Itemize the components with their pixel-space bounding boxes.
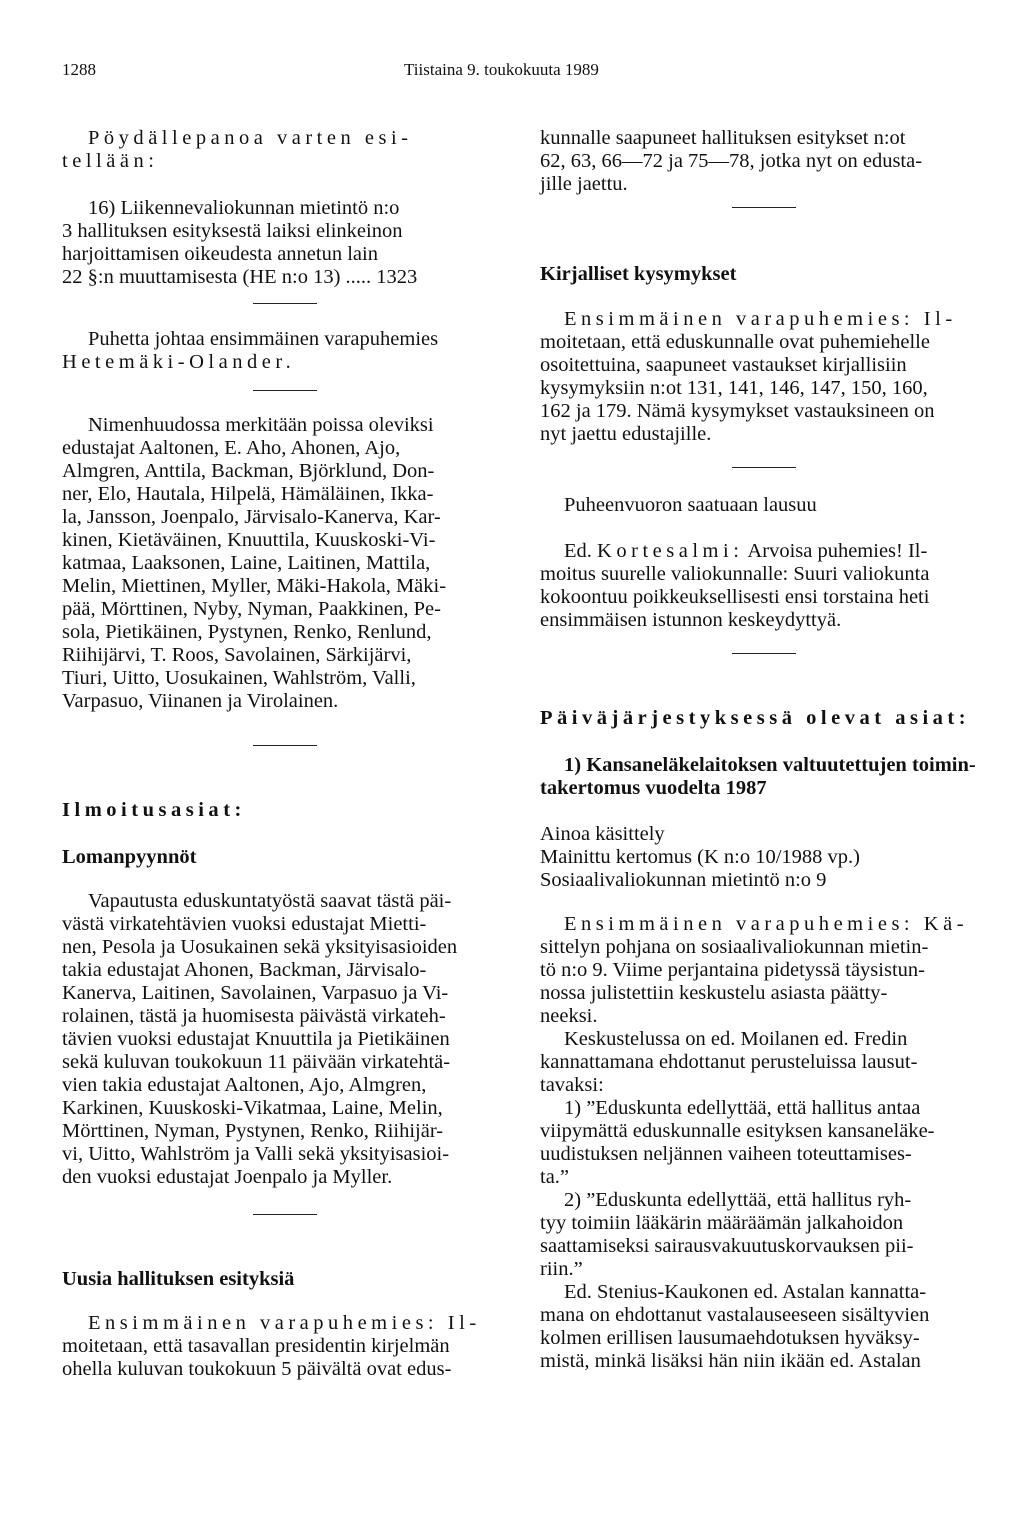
kortesalmi-paragraph: ensimmäisen istunnon keskeydyttyä. xyxy=(540,609,842,631)
leave-paragraph: sekä kuluvan toukokuun 11 päivään virkatehtä- xyxy=(62,1051,451,1073)
heading-paivajarjestys: Päiväjärjestyksessä olevat asiat: xyxy=(540,707,971,729)
agenda-item-1-title: 1) Kansaneläkelaitoksen valtuutettujen toimin- xyxy=(564,754,976,776)
agenda-item-1-body: neeksi. xyxy=(540,1005,598,1027)
section-divider xyxy=(253,745,317,746)
agenda-item-16: 16) Liikennevaliokunnan mietintö n:o xyxy=(88,197,400,219)
section-lead: tellään: xyxy=(62,150,159,172)
section-lead: Pöydällepanoa varten esi- xyxy=(88,127,413,149)
rollcall-paragraph: Melin, Miettinen, Myller, Mäki-Hakola, Mäki- xyxy=(62,575,447,597)
heading-kirjalliset-kysymykset: Kirjalliset kysymykset xyxy=(540,263,737,285)
heading-lomanpyynnot: Lomanpyynnöt xyxy=(62,846,197,868)
rollcall-paragraph: edustajat Aaltonen, E. Aho, Ahonen, Ajo, xyxy=(62,437,401,459)
agenda-item-16: harjoittamisen oikeudesta annetun lain xyxy=(62,243,378,265)
new-bills-paragraph: Ensimmäinen varapuhemies: Il- xyxy=(88,1312,481,1334)
kortesalmi-paragraph xyxy=(564,541,927,562)
rollcall-paragraph: la, Jansson, Joenpalo, Järvisalo-Kanerva, Kar- xyxy=(62,506,441,528)
agenda-item-1-meta: Sosiaalivaliokunnan mietintö n:o 9 xyxy=(540,869,827,891)
rollcall-paragraph: Tiuri, Uitto, Uosukainen, Wahlström, Valli, xyxy=(62,667,416,689)
leave-paragraph: nen, Pesola ja Uosukainen sekä yksityisasioiden xyxy=(62,936,458,958)
agenda-item-1-body: Keskustelussa on ed. Moilanen ed. Fredin xyxy=(564,1028,908,1050)
agenda-item-1-body: nossa julistettiin keskustelu asiasta päätty- xyxy=(540,982,888,1004)
leave-paragraph: Mörttinen, Nyman, Pystynen, Renko, Riihijär- xyxy=(62,1120,444,1142)
agenda-item-1-body: saattamiseksi sairausvakuutuskorvauksen pii- xyxy=(540,1235,914,1257)
kortesalmi-speaker: Ed. Kortesalmi: Arvoisa puhemies! Il- xyxy=(564,540,928,562)
written-questions-paragraph: 162 ja 179. Nämä kysymykset vastauksineen on xyxy=(540,400,935,422)
agenda-item-1-body: sittelyn pohjana on sosiaalivaliokunnan mietin- xyxy=(540,936,929,958)
agenda-item-1-title: takertomus vuodelta 1987 xyxy=(540,777,767,799)
rollcall-paragraph: Varpasuo, Viinanen ja Virolainen. xyxy=(62,690,339,712)
agenda-item-16: 3 hallituksen esityksestä laiksi elinkeinon xyxy=(62,220,403,242)
agenda-item-1-body: viipymättä eduskunnalle esityksen kansaneläke- xyxy=(540,1120,935,1142)
written-questions-paragraph: moitetaan, että eduskunnalle ovat puhemiehelle xyxy=(540,331,930,353)
leave-paragraph: Kanerva, Laitinen, Savolainen, Varpasuo ja Vi- xyxy=(62,982,449,1004)
written-questions-paragraph: osoitettuina, saapuneet vastaukset kirjallisiin xyxy=(540,354,907,376)
speech-intro: Puheenvuoron saatuaan lausuu xyxy=(564,494,817,516)
rollcall-paragraph: sola, Pietikäinen, Pystynen, Renko, Renlund, xyxy=(62,621,432,643)
agenda-item-1-body: kolmen erillisen lausumaehdotuksen hyväksy- xyxy=(540,1327,920,1349)
rollcall-paragraph: Almgren, Anttila, Backman, Björklund, Don- xyxy=(62,460,435,482)
rollcall-paragraph: pää, Mörttinen, Nyby, Nyman, Paakkinen, Pe- xyxy=(62,598,441,620)
new-bills-continued: 62, 63, 66—72 ja 75—78, jotka nyt on edusta- xyxy=(540,150,923,172)
agenda-item-1-meta: Mainittu kertomus (K n:o 10/1988 vp.) xyxy=(540,846,861,868)
agenda-item-1-body: mana on ehdottanut vastalauseeseen sisältyvien xyxy=(540,1304,930,1326)
section-divider xyxy=(732,653,796,654)
leave-paragraph: Vapautusta eduskuntatyöstä saavat tästä päi- xyxy=(88,890,452,912)
leave-paragraph: västä virkatehtävien vuoksi edustajat Mietti- xyxy=(62,913,427,935)
leave-paragraph: den vuoksi edustajat Joenpalo ja Myller. xyxy=(62,1166,393,1188)
section-divider xyxy=(732,467,796,468)
leave-paragraph: vien takia edustajat Aaltonen, Ajo, Almgren, xyxy=(62,1074,427,1096)
agenda-item-1-body: kannattamana ehdottanut perusteluissa lausut- xyxy=(540,1051,918,1073)
rollcall-paragraph: Nimenhuudossa merkitään poissa oleviksi xyxy=(88,414,434,436)
agenda-item-1-body: 1) ”Eduskunta edellyttää, että hallitus antaa xyxy=(564,1097,921,1119)
heading-uusia-esityksia: Uusia hallituksen esityksiä xyxy=(62,1268,295,1290)
heading-ilmoitusasiat: Ilmoitusasiat: xyxy=(62,799,246,821)
section-divider xyxy=(253,1214,317,1215)
leave-paragraph: vi, Uitto, Wahlström ja Valli sekä yksityisasioi- xyxy=(62,1143,450,1165)
chair-notice: Puhetta johtaa ensimmäinen varapuhemies xyxy=(88,328,439,350)
kortesalmi-paragraph: kokoontuu poikkeuksellisesti ensi torstaina heti xyxy=(540,586,930,608)
new-bills-paragraph: moitetaan, että tasavallan presidentin kirjelmän xyxy=(62,1335,450,1357)
chair-notice: Hetemäki-Olander. xyxy=(62,351,296,373)
agenda-item-16: 22 §:n muuttamisesta (HE n:o 13) ..... 1323 xyxy=(62,266,418,288)
rollcall-paragraph: Riihijärvi, T. Roos, Savolainen, Särkijärvi, xyxy=(62,644,412,666)
page-date: Tiistaina 9. toukokuuta 1989 xyxy=(404,60,599,79)
section-divider xyxy=(732,207,796,208)
page-number: 1288 xyxy=(62,60,96,79)
new-bills-continued: jille jaettu. xyxy=(540,173,628,195)
rollcall-paragraph: ner, Elo, Hautala, Hilpelä, Hämäläinen, Ikka- xyxy=(62,483,434,505)
new-bills-paragraph: ohella kuluvan toukokuun 5 päivältä ovat edus- xyxy=(62,1358,452,1380)
section-divider xyxy=(253,303,317,304)
leave-paragraph: Karkinen, Kuuskoski-Vikatmaa, Laine, Melin, xyxy=(62,1097,443,1119)
written-questions-paragraph: nyt jaettu edustajille. xyxy=(540,423,712,445)
agenda-item-1-body: Ed. Stenius-Kaukonen ed. Astalan kannatta- xyxy=(564,1281,927,1303)
agenda-item-1-body: uudistuksen neljännen vaiheen toteuttamises- xyxy=(540,1143,912,1165)
written-questions-paragraph: Ensimmäinen varapuhemies: Il- xyxy=(564,308,957,330)
leave-paragraph: rolainen, tästä ja huomisesta päivästä virkateh- xyxy=(62,1005,446,1027)
section-divider xyxy=(253,390,317,391)
agenda-item-1-body: 2) ”Eduskunta edellyttää, että hallitus ryh- xyxy=(564,1189,912,1211)
kortesalmi-paragraph: moitus suurelle valiokunnalle: Suuri valiokunta xyxy=(540,563,930,585)
written-questions-paragraph: kysymyksiin n:ot 131, 141, 146, 147, 150, 160, xyxy=(540,377,928,399)
leave-paragraph: takia edustajat Ahonen, Backman, Järvisalo- xyxy=(62,959,427,981)
agenda-item-1-body: mistä, minkä lisäksi hän niin ikään ed. Astalan xyxy=(540,1350,921,1372)
new-bills-continued: kunnalle saapuneet hallituksen esitykset n:ot xyxy=(540,127,906,149)
leave-paragraph: tävien vuoksi edustajat Knuuttila ja Pietikäinen xyxy=(62,1028,450,1050)
rollcall-paragraph: katmaa, Laaksonen, Laine, Laitinen, Mattila, xyxy=(62,552,431,574)
agenda-item-1-meta: Ainoa käsittely xyxy=(540,823,665,845)
rollcall-paragraph: kinen, Kietäväinen, Knuuttila, Kuuskoski-Vi- xyxy=(62,529,436,551)
agenda-item-1-body: tö n:o 9. Viime perjantaina pidetyssä täysistun- xyxy=(540,959,925,981)
agenda-item-1-body: Ensimmäinen varapuhemies: Kä- xyxy=(564,913,969,935)
agenda-item-1-body: ta.” xyxy=(540,1166,570,1188)
agenda-item-1-body: tyy toimiin lääkärin määräämän jalkahoidon xyxy=(540,1212,904,1234)
agenda-item-1-body: tavaksi: xyxy=(540,1074,604,1096)
agenda-item-1-body: riin.” xyxy=(540,1258,583,1280)
